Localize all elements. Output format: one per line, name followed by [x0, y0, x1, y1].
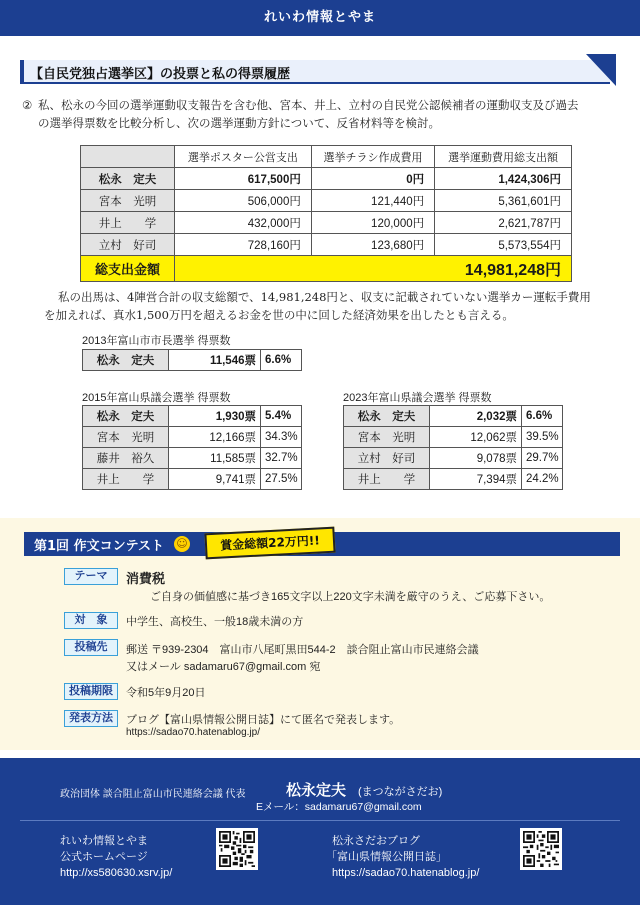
vote-count: 2,032票	[430, 406, 522, 427]
submit-address: 郵送 〒939-2304 富山市八尾町黒田544-2 談合阻止富山市民連絡会議	[126, 644, 479, 656]
poster-cost: 506,000円	[175, 190, 312, 212]
vote-percent: 39.5%	[522, 427, 563, 448]
table-row	[81, 234, 572, 256]
candidate-name: 藤井 裕久	[83, 448, 169, 469]
table-row	[81, 168, 572, 190]
vote-count: 7,394票	[430, 469, 522, 490]
intro-line1: 私、松永の今回の選挙運動収支報告を含む他、宮本、井上、立村の自民党公認候補者の運動収支及び過去	[38, 98, 579, 112]
qr-code-icon[interactable]	[520, 828, 562, 870]
vote-percent: 24.2%	[522, 469, 563, 490]
total-cost: 2,621,787円	[435, 212, 572, 234]
vote2015-caption: 2015年富山県議会選挙 得票数	[82, 392, 231, 404]
poster-cost: 617,500円	[175, 168, 312, 190]
table-header: 選挙ポスター公営支出	[175, 146, 312, 168]
page-header	[0, 0, 640, 36]
candidate-name: 松永 定夫	[83, 406, 169, 427]
vote-count: 11,546票	[169, 350, 261, 371]
table-row	[344, 448, 563, 469]
deadline-value: 令和5年9月20日	[126, 687, 206, 699]
announce-label: 発表方法	[64, 710, 118, 727]
table-row	[83, 427, 302, 448]
vote-percent: 6.6%	[261, 350, 302, 371]
intro-paragraph	[22, 96, 608, 132]
table-header-row	[81, 146, 572, 168]
candidate-name: 松永 定夫	[83, 350, 169, 371]
prize-badge: 賞金総額22万円!!	[204, 527, 335, 560]
footer-left-line1: れいわ情報とやま	[60, 835, 148, 847]
flyer-cost: 121,440円	[311, 190, 434, 212]
candidate-name: 宮本 光明	[81, 190, 175, 212]
total-value: 14,981,248円	[175, 256, 572, 282]
table-row	[344, 427, 563, 448]
candidate-name: 井上 学	[83, 469, 169, 490]
qr-code-icon[interactable]	[216, 828, 258, 870]
vote-percent: 32.7%	[261, 448, 302, 469]
analysis-line2: を加えれば、真水1,500万円を超えるお金を世の中に回した経済効果を出したとも言える。	[44, 308, 514, 322]
candidate-name: 宮本 光明	[83, 427, 169, 448]
deadline-label: 投稿期限	[64, 683, 118, 700]
theme-value: 消費税	[126, 571, 166, 586]
intro-line2: の選挙得票数を比較分析し、次の選挙運動方針について、反省材料等を検討。	[38, 116, 441, 130]
table-header: 選挙チラシ作成費用	[311, 146, 434, 168]
vote-count: 11,585票	[169, 448, 261, 469]
analysis-line1: 私の出馬は、4陣営合計の収支総額で、14,981,248円と、収支に記載されていない選挙カー運転手費用	[58, 290, 591, 304]
candidate-name: 立村 好司	[344, 448, 430, 469]
announce-value: ブログ【富山県情報公開日誌】にて匿名で発表します。	[126, 714, 401, 726]
flyer-cost: 120,000円	[311, 212, 434, 234]
table-header: 選挙運動費用総支出額	[435, 146, 572, 168]
intro-number: ②	[22, 98, 33, 112]
vote-percent: 27.5%	[261, 469, 302, 490]
table-header-blank	[81, 146, 175, 168]
candidate-name: 宮本 光明	[344, 427, 430, 448]
announce-url[interactable]: https://sadao70.hatenablog.jp/	[126, 727, 260, 738]
poster-cost: 432,000円	[175, 212, 312, 234]
table-row	[81, 190, 572, 212]
section1-heading	[20, 60, 610, 86]
vote-percent: 5.4%	[261, 406, 302, 427]
total-row	[81, 256, 572, 282]
candidate-name: 松永 定夫	[81, 168, 175, 190]
contest-title: 第1回 作文コンテスト	[34, 539, 165, 554]
table-row	[83, 469, 302, 490]
flyer-cost: 0円	[311, 168, 434, 190]
table-row	[83, 350, 302, 371]
vote2013-table	[82, 349, 302, 371]
footer-rep-name: 松永定夫	[286, 782, 347, 799]
submit-email: 又はメール sadamaru67@gmail.com 宛	[126, 661, 321, 673]
table-row	[81, 212, 572, 234]
footer-right-line2: 「富山県情報公開日誌」	[326, 851, 447, 863]
contest-section	[0, 518, 640, 750]
header-title: れいわ情報とやま	[263, 10, 376, 25]
vote-count: 9,078票	[430, 448, 522, 469]
footer-org: 政治団体 談合阻止富山市民連絡会議 代表	[60, 789, 246, 800]
footer-email[interactable]: Eメール：sadamaru67@gmail.com	[256, 801, 422, 813]
vote-percent: 29.7%	[522, 448, 563, 469]
candidate-name: 松永 定夫	[344, 406, 430, 427]
target-value: 中学生、高校生、一般18歳未満の方	[126, 616, 304, 628]
vote-count: 9,741票	[169, 469, 261, 490]
table-row	[344, 469, 563, 490]
vote-count: 12,062票	[430, 427, 522, 448]
vote-percent: 34.3%	[261, 427, 302, 448]
vote2023-caption: 2023年富山県議会選挙 得票数	[343, 392, 492, 404]
footer	[0, 758, 640, 905]
total-cost: 5,573,554円	[435, 234, 572, 256]
vote-percent: 6.6%	[522, 406, 563, 427]
total-label: 総支出金額	[81, 256, 175, 282]
footer-right-url[interactable]: https://sadao70.hatenablog.jp/	[332, 867, 480, 879]
theme-description: ご自身の価値感に基づき165文字以上220文字未満を厳守のうえ、ご応募下さい。	[150, 591, 551, 603]
total-cost: 1,424,306円	[435, 168, 572, 190]
footer-left-line2: 公式ホームページ	[60, 851, 148, 863]
theme-label: テーマ	[64, 568, 118, 585]
section1-title: 【自民党独占選挙区】の投票と私の得票履歴	[30, 67, 291, 82]
expense-table	[80, 145, 572, 282]
footer-left-url[interactable]: http://xs580630.xsrv.jp/	[60, 867, 173, 879]
table-row	[344, 406, 563, 427]
smile-icon: ☺	[174, 536, 190, 552]
table-row	[83, 448, 302, 469]
vote2015-table	[82, 405, 302, 490]
footer-divider	[20, 820, 620, 821]
total-cost: 5,361,601円	[435, 190, 572, 212]
candidate-name: 井上 学	[81, 212, 175, 234]
vote-count: 1,930票	[169, 406, 261, 427]
table-row	[83, 406, 302, 427]
footer-rep-kana: (まつながさだお)	[358, 786, 443, 798]
target-label: 対 象	[64, 612, 118, 629]
flyer-cost: 123,680円	[311, 234, 434, 256]
poster-cost: 728,160円	[175, 234, 312, 256]
submit-label: 投稿先	[64, 639, 118, 656]
candidate-name: 井上 学	[344, 469, 430, 490]
analysis-paragraph	[44, 288, 604, 324]
vote-count: 12,166票	[169, 427, 261, 448]
vote2023-table	[343, 405, 563, 490]
footer-right-line1: 松永さだおブログ	[332, 835, 420, 847]
vote2013-caption: 2013年富山市市長選挙 得票数	[82, 335, 231, 347]
candidate-name: 立村 好司	[81, 234, 175, 256]
